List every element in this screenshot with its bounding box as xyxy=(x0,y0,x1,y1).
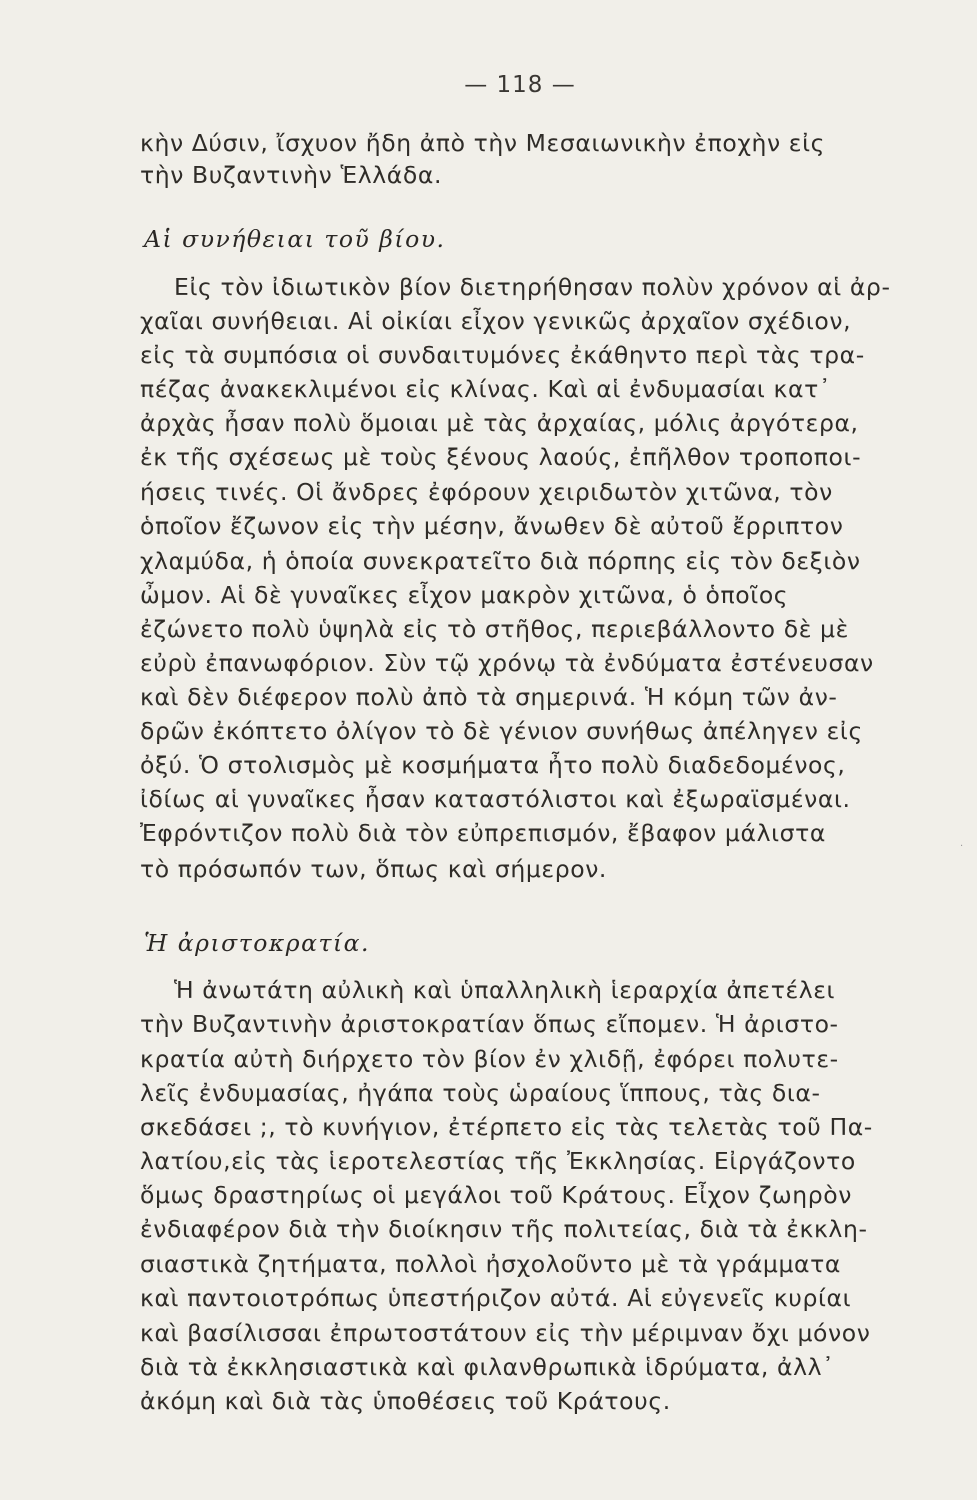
text-line: ἀκόμη καὶ διὰ τὰς ὑποθέσεις τοῦ Κράτους. xyxy=(140,1387,671,1415)
text-line: ἐκ τῆς σχέσεως μὲ τοὺς ξένους λαούς, ἐπῆλθον τροποποι- xyxy=(140,443,862,471)
text-line: κὴν Δύσιν, ἴσχυον ἤδη ἀπὸ τὴν Μεσαιωνικὴν ἐποχὴν εἰς xyxy=(140,129,826,157)
text-line: πέζας ἀνακεκλιμένοι εἰς κλίνας. Καὶ αἱ ἐνδυμασίαι κατ᾿ xyxy=(140,375,832,403)
text-line: διὰ τὰ ἐκκλησιαστικὰ καὶ φιλανθρωπικὰ ἱδρύματα, ἀλλ᾿ xyxy=(140,1353,835,1381)
text-line: σιαστικὰ ζητήματα, πολλοὶ ἠσχολοῦντο μὲ τὰ γράμματα xyxy=(140,1250,841,1278)
text-line: χλαμύδα, ἡ ὁποία συνεκρατεῖτο διὰ πόρπης εἰς τὸν δεξιὸν xyxy=(140,547,861,575)
text-line: δρῶν ἐκόπτετο ὀλίγον τὸ δὲ γένιον συνήθως ἀπέληγεν εἰς xyxy=(140,717,863,745)
text-line: καὶ δὲν διέφερον πολὺ ἀπὸ τὰ σημερινά. Ἡ κόμη τῶν ἀν- xyxy=(140,683,838,711)
text-line: ὅμως δραστηρίως οἱ μεγάλοι τοῦ Κράτους. Εἶχον ζωηρὸν xyxy=(140,1181,852,1209)
text-line: καὶ βασίλισσαι ἐπρωτοστάτουν εἰς τὴν μέριμναν ὄχι μόνον xyxy=(140,1319,871,1347)
text-line: λεῖς ἐνδυμασίας, ἠγάπα τοὺς ὡραίους ἵππους, τὰς δια- xyxy=(140,1079,821,1107)
text-line: τὴν Βυζαντινὴν Ἑλλάδα. xyxy=(140,161,443,189)
text-line: Εἰς τὸν ἰδιωτικὸν βίον διετηρήθησαν πολὺν χρόνον αἱ ἀρ- xyxy=(174,273,891,301)
page-number: — 118 — xyxy=(464,72,576,98)
stray-mark: . xyxy=(960,838,964,849)
text-line: Ἡ ἀνωτάτη αὐλικὴ καὶ ὑπαλληλικὴ ἱεραρχία ἀπετέλει xyxy=(174,976,836,1004)
text-line: τὸ πρόσωπόν των, ὅπως καὶ σήμερον. xyxy=(140,855,607,883)
text-line: λατίου,εἰς τὰς ἱεροτελεστίας τῆς Ἐκκλησίας. Εἰργάζοντο xyxy=(140,1147,856,1175)
text-line: τὴν Βυζαντινὴν ἀριστοκρατίαν ὅπως εἴπομεν. Ἡ ἀριστο- xyxy=(140,1010,839,1038)
text-line: Ἐφρόντιζον πολὺ διὰ τὸν εὐπρεπισμόν, ἔβαφον μάλιστα xyxy=(140,819,826,847)
text-line: ἰδίως αἱ γυναῖκες ἦσαν καταστόλιστοι καὶ ἐξωραϊσμέναι. xyxy=(140,785,851,813)
text-line: σκεδάσει ;, τὸ κυνήγιον, ἐτέρπετο εἰς τὰς τελετὰς τοῦ Πα- xyxy=(140,1113,873,1141)
text-line: κρατία αὐτὴ διήρχετο τὸν βίον ἐν χλιδῇ, ἐφόρει πολυτε- xyxy=(140,1045,839,1073)
text-line: εὐρὺ ἐπανωφόριον. Σὺν τῷ χρόνῳ τὰ ἐνδύματα ἐστένευσαν xyxy=(140,649,874,677)
section-heading-customs: Αἱ συνήθειαι τοῦ βίου. xyxy=(144,225,446,253)
text-line: ὦμον. Αἱ δὲ γυναῖκες εἶχον μακρὸν χιτῶνα, ὁ ὁποῖος xyxy=(140,581,789,609)
section-heading-aristocracy: Ἡ ἀριστοκρατία. xyxy=(144,929,371,957)
text-line: ἀρχὰς ἦσαν πολὺ ὅμοιαι μὲ τὰς ἀρχαίας, μόλις ἀργότερα, xyxy=(140,409,859,437)
text-line: εἰς τὰ συμπόσια οἱ συνδαιτυμόνες ἐκάθηντο περὶ τὰς τρα- xyxy=(140,341,865,369)
text-line: ὀξύ. Ὁ στολισμὸς μὲ κοσμήματα ἦτο πολὺ διαδεδομένος, xyxy=(140,751,846,779)
text-line: καὶ παντοιοτρόπως ὑπεστήριζον αὐτά. Αἱ εὐγενεῖς κυρίαι xyxy=(140,1284,852,1312)
text-line: ὁποῖον ἔζωνον εἰς τὴν μέσην, ἄνωθεν δὲ αὐτοῦ ἔρριπτον xyxy=(140,512,844,540)
text-line: χαῖαι συνήθειαι. Αἱ οἰκίαι εἶχον γενικῶς ἀρχαῖον σχέδιον, xyxy=(140,307,852,335)
text-line: ἐνδιαφέρον διὰ τὴν διοίκησιν τῆς πολιτείας, διὰ τὰ ἐκκλη- xyxy=(140,1215,868,1243)
text-line: ἐζώνετο πολὺ ὑψηλὰ εἰς τὸ στῆθος, περιεβάλλοντο δὲ μὲ xyxy=(140,615,849,643)
text-line: ήσεις τινές. Οἱ ἄνδρες ἐφόρουν χειριδωτὸν χιτῶνα, τὸν xyxy=(140,478,833,506)
